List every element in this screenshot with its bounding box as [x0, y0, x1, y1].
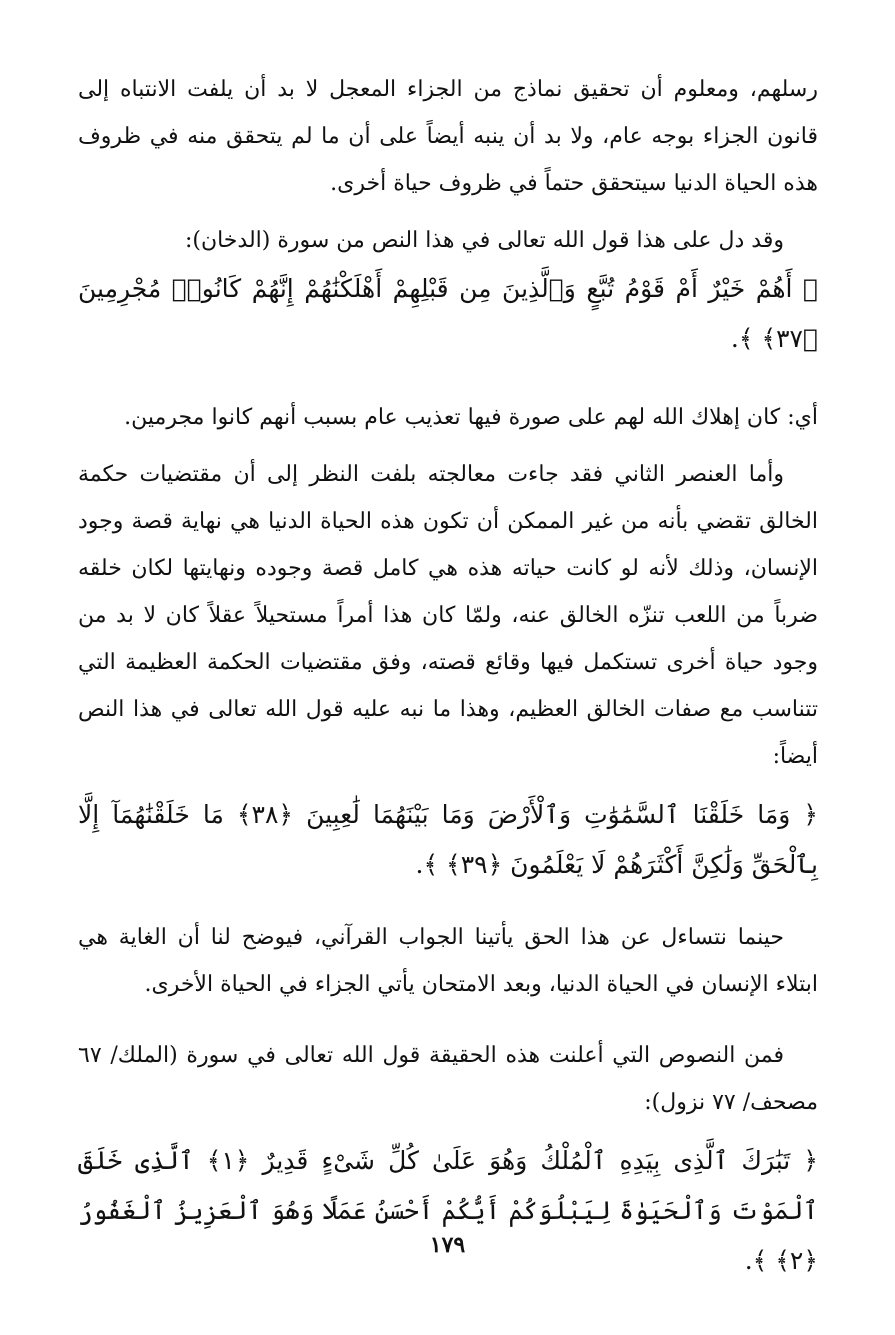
paragraph-intro: رسلهم، ومعلوم أن تحقيق نماذج من الجزاء المعجل لا بد أن يلفت الانتباه إلى قانون الجزاء بوجه عام، ولا بد أن ينبه أيضاً على أن ما لم يتحقق منه في ظروف هذه الحياة الدنيا سيتحقق حتماً في ظروف حياة أخرى. — [78, 77, 818, 196]
spacer — [78, 364, 818, 394]
paragraph-explanation: أي: كان إهلاك الله لهم على صورة فيها تعذيب عام بسبب أنهم كانوا مجرمين. — [124, 405, 818, 430]
paragraph-test-purpose: حينما نتساءل عن هذا الحق يأتينا الجواب القرآني، فيوضح لنا أن الغاية هي ابتلاء الإنسان في الحياة الدنيا، وبعد الامتحان يأتي الجزاء في الحياة الأخرى. — [78, 925, 818, 997]
spacer — [78, 1126, 818, 1136]
spacer — [78, 890, 818, 914]
quran-verse-dukhan-37: ﴿ أَهُمْ خَيْرٌ أَمْ قَوْمُ تُبَّعٍ وَٱلَّذِينَ مِن قَبْلِهِمْ أَهْلَكْنَٰهُمْ إِنَّهُمْ كَانُوا۟ مُجْرِمِينَ ﴿٣٧﴾ ﴾. — [78, 274, 818, 353]
quran-verse-mulk-1-2: ﴿ تَبَٰرَكَ ٱلَّذِى بِيَدِهِ ٱلْمُلْكُ وَهُوَ عَلَىٰ كُلِّ شَىْءٍ قَدِيرٌ ﴿١﴾ ٱلَّذِى خَلَقَ ٱلْمَوْتَ وَٱلْحَيَوٰةَ لِيَبْلُوَكُمْ أَيُّكُمْ أَحْسَنُ عَمَلًا وَهُوَ ٱلْعَزِيزُ ٱلْغَفُورُ ﴿٢﴾ ﴾. — [78, 1146, 818, 1275]
spacer — [78, 441, 818, 451]
page-number: ١٧٩ — [429, 1232, 466, 1258]
spacer — [78, 207, 818, 217]
paragraph-dukhan-intro: وقد دل على هذا قول الله تعالى في هذا النص من سورة (الدخان): — [184, 228, 784, 253]
paragraph-mulk-intro: فمن النصوص التي أعلنت هذه الحقيقة قول الله تعالى في سورة (الملك/ ٦٧ مصحف/ ٧٧ نزول): — [78, 1043, 818, 1115]
paragraph-second-element: وأما العنصر الثاني فقد جاءت معالجته بلفت النظر إلى أن مقتضيات حكمة الخالق تقضي بأنه من غير الممكن أن تكون هذه الحياة الدنيا هي نهاية قصة وجود الإنسان، وذلك لأنه لو كانت حياته هذه هي كامل قصة وجوده ونهايتها لكان خلقه ضرباً من اللعب تنزّه الخالق عنه، ولمّا كان هذا أمراً مستحيلاً عقلاً كان لا بد من وجود حياة أخرى تستكمل فيها وقائع قصته، وفق مقتضيات الحكمة العظيمة التي تتناسب مع صفات الخالق العظيم، وهذا ما نبه عليه قول الله تعالى في هذا النص أيضاً: — [78, 462, 819, 769]
spacer — [78, 780, 818, 790]
quran-verse-dukhan-38-39: ﴿ وَمَا خَلَقْنَا ٱلسَّمَٰوَٰتِ وَٱلْأَرْضَ وَمَا بَيْنَهُمَا لَٰعِبِينَ ﴿٣٨﴾ مَا خَلَقْنَٰهُمَآ إِلَّا بِٱلْحَقِّ وَلَٰكِنَّ أَكْثَرَهُمْ لَا يَعْلَمُونَ ﴿٣٩﴾ ﴾. — [78, 800, 818, 879]
page-body — [78, 66, 819, 1275]
spacer — [78, 1008, 818, 1032]
